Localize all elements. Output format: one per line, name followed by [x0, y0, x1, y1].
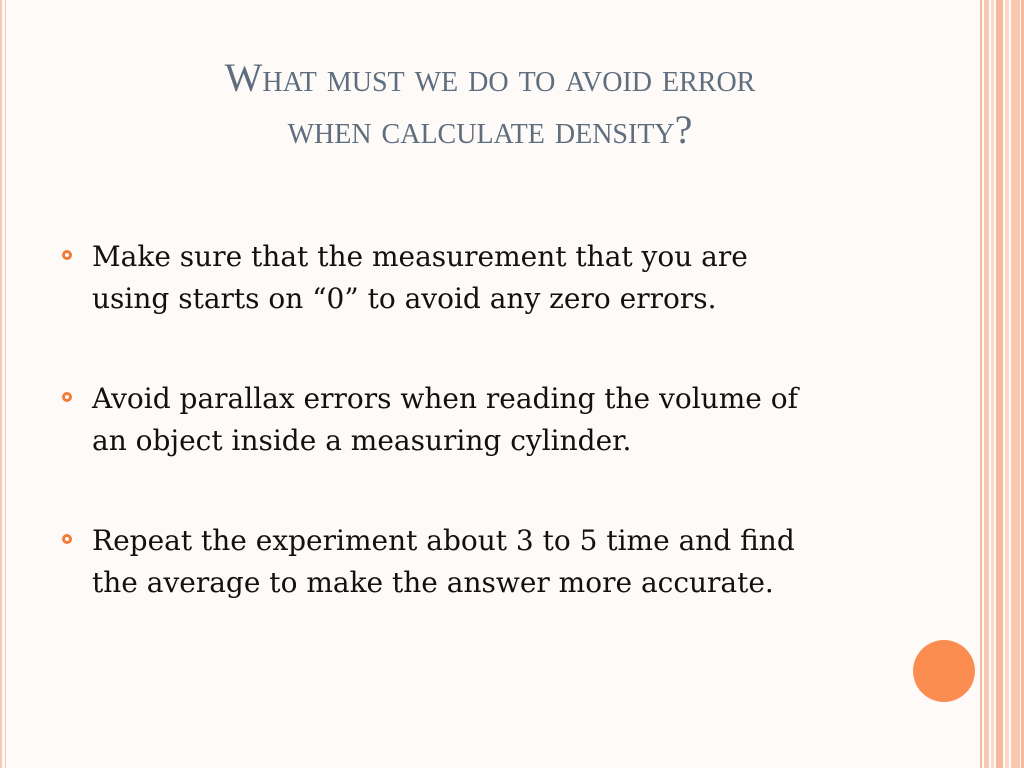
bullet-item [62, 520, 902, 604]
bullet-list [62, 236, 902, 662]
right-decorative-stripe [980, 0, 982, 768]
slide-title-line-1: What must we do to avoid error [224, 55, 756, 100]
bullet-text-line: Repeat the experiment about 3 to 5 time and find [92, 524, 795, 557]
right-decorative-stripe [1005, 0, 1009, 768]
bullet-ring-icon [62, 250, 72, 260]
right-decorative-stripe [991, 0, 994, 768]
bullet-item [62, 378, 902, 462]
bullet-text-line: Avoid parallax errors when reading the volume of [92, 382, 798, 415]
bullet-item [62, 236, 902, 320]
slide-title [60, 52, 920, 156]
bullet-text-line: using starts on “0” to avoid any zero errors. [92, 282, 717, 315]
bullet-ring-icon [62, 534, 72, 544]
left-decorative-stripe [5, 0, 6, 768]
bullet-ring-icon [62, 392, 72, 402]
slide-title-line-2: when calculate density? [287, 107, 693, 152]
bullet-text-line: Make sure that the measurement that you are [92, 240, 748, 273]
right-decorative-stripe [1011, 0, 1020, 768]
left-decorative-stripe [0, 0, 2, 768]
right-decorative-stripe [984, 0, 989, 768]
right-decorative-stripe [996, 0, 1003, 768]
bullet-text-line: the average to make the answer more accurate. [92, 566, 774, 599]
bullet-text-line: an object inside a measuring cylinder. [92, 424, 632, 457]
accent-circle [913, 640, 975, 702]
